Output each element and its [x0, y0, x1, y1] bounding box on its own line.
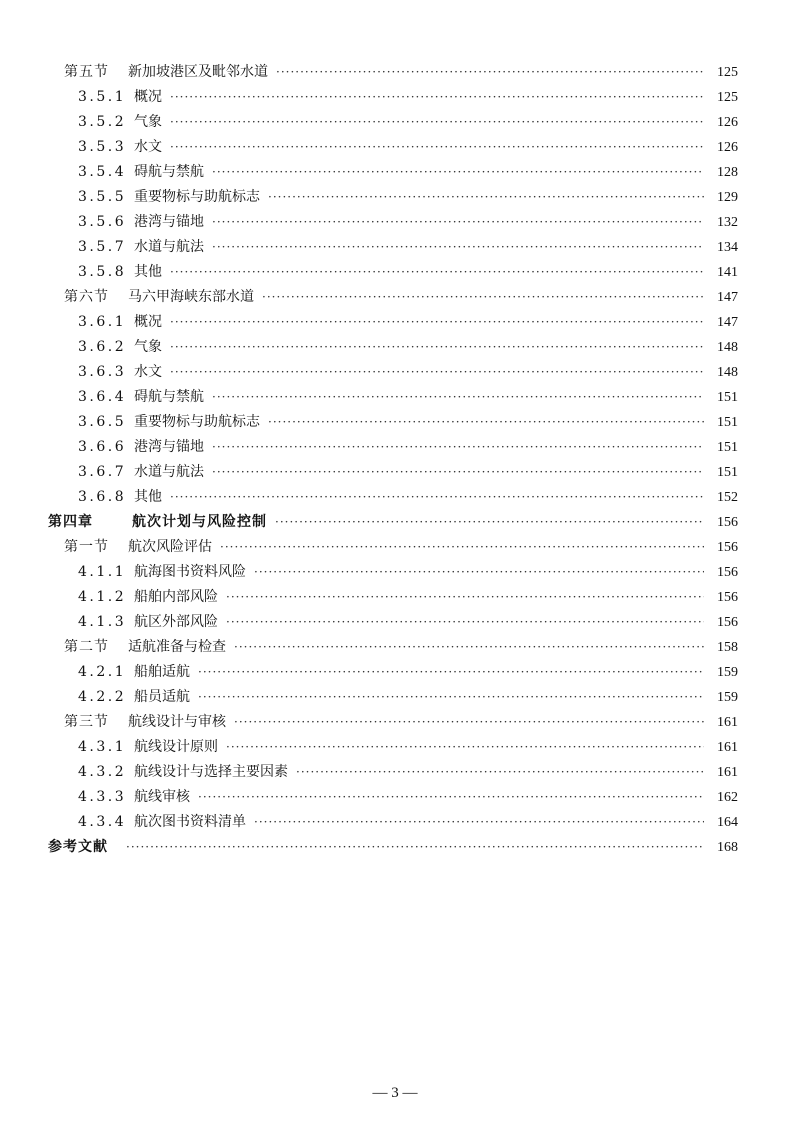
dot-leader	[170, 335, 704, 360]
toc-entry-page: 147	[717, 290, 738, 305]
dot-leader	[198, 685, 704, 710]
toc-entry-number: 4.3.3	[78, 789, 127, 805]
toc-entry-number: 3.6.6	[78, 439, 127, 455]
toc-subsection-entry[interactable]	[48, 110, 738, 135]
toc-entry-number: 第五节	[64, 64, 109, 80]
toc-entry-page: 152	[717, 490, 738, 505]
toc-subsection-entry[interactable]	[48, 410, 738, 435]
toc-entry-page: 125	[717, 65, 738, 80]
toc-entry-number: 第三节	[64, 714, 109, 730]
toc-entry-page: 156	[717, 540, 738, 555]
toc-subsection-entry[interactable]	[48, 310, 738, 335]
toc-entry-title: 航线设计与审核	[128, 714, 226, 730]
toc-entry-page: 158	[717, 640, 738, 655]
toc-entry-page: 134	[717, 240, 738, 255]
toc-entry-number: 4.1.2	[78, 589, 127, 605]
dot-leader	[226, 610, 704, 635]
toc-entry-page: 125	[717, 90, 738, 105]
dot-leader	[212, 160, 704, 185]
toc-entry-page: 161	[717, 765, 738, 780]
toc-entry-title: 其他	[134, 264, 162, 280]
toc-entry-title: 重要物标与助航标志	[134, 189, 260, 205]
toc-entry-number: 3.6.7	[78, 464, 127, 480]
toc-entry-page: 126	[717, 115, 738, 130]
dot-leader	[276, 60, 704, 85]
toc-section-entry[interactable]	[48, 60, 738, 85]
toc-section-entry[interactable]	[48, 285, 738, 310]
toc-entry-title: 船舶内部风险	[134, 589, 218, 605]
toc-entry-title: 船舶适航	[134, 664, 190, 680]
dot-leader	[170, 260, 704, 285]
toc-entry-number: 第二节	[64, 639, 109, 655]
table-of-contents	[48, 60, 738, 860]
toc-section-entry[interactable]	[48, 635, 738, 660]
toc-entry-number: 第四章	[48, 514, 93, 530]
toc-entry-page: 156	[717, 590, 738, 605]
toc-entry-page: 151	[717, 465, 738, 480]
toc-entry-number: 3.5.7	[78, 239, 127, 255]
toc-subsection-entry[interactable]	[48, 185, 738, 210]
toc-entry-title: 港湾与锚地	[134, 214, 204, 230]
toc-entry-title: 参考文献	[48, 839, 108, 855]
toc-entry-number: 3.6.5	[78, 414, 127, 430]
dot-leader	[170, 485, 704, 510]
toc-subsection-entry[interactable]	[48, 210, 738, 235]
toc-entry-number: 3.5.2	[78, 114, 127, 130]
toc-subsection-entry[interactable]	[48, 685, 738, 710]
toc-subsection-entry[interactable]	[48, 735, 738, 760]
toc-subsection-entry[interactable]	[48, 385, 738, 410]
dot-leader	[212, 235, 704, 260]
toc-references-entry[interactable]	[48, 835, 738, 860]
toc-entry-page: 141	[717, 265, 738, 280]
toc-entry-title: 气象	[134, 339, 162, 355]
toc-entry-title: 水道与航法	[134, 239, 204, 255]
toc-subsection-entry[interactable]	[48, 435, 738, 460]
toc-entry-page: 128	[717, 165, 738, 180]
toc-subsection-entry[interactable]	[48, 610, 738, 635]
toc-subsection-entry[interactable]	[48, 260, 738, 285]
toc-subsection-entry[interactable]	[48, 785, 738, 810]
toc-entry-page: 129	[717, 190, 738, 205]
toc-entry-title: 水文	[134, 364, 162, 380]
toc-entry-title: 航线设计与选择主要因素	[134, 764, 288, 780]
toc-entry-title: 航海图书资料风险	[134, 564, 246, 580]
toc-entry-page: 156	[717, 615, 738, 630]
toc-subsection-entry[interactable]	[48, 460, 738, 485]
toc-entry-title: 马六甲海峡东部水道	[128, 289, 254, 305]
toc-entry-number: 第一节	[64, 539, 109, 555]
toc-subsection-entry[interactable]	[48, 135, 738, 160]
toc-section-entry[interactable]	[48, 710, 738, 735]
toc-entry-number: 4.2.2	[78, 689, 127, 705]
dot-leader	[170, 310, 704, 335]
toc-entry-number: 3.6.3	[78, 364, 127, 380]
toc-entry-number: 3.5.1	[78, 89, 127, 105]
page-number: — 3 —	[372, 1085, 418, 1101]
toc-entry-number: 3.5.5	[78, 189, 127, 205]
toc-entry-title: 航区外部风险	[134, 614, 218, 630]
toc-entry-page: 161	[717, 740, 738, 755]
toc-entry-page: 151	[717, 440, 738, 455]
toc-entry-page: 126	[717, 140, 738, 155]
toc-entry-title: 航次风险评估	[128, 539, 212, 555]
dot-leader	[126, 835, 704, 860]
dot-leader	[212, 210, 704, 235]
toc-entry-number: 第六节	[64, 289, 109, 305]
toc-entry-title: 水道与航法	[134, 464, 204, 480]
toc-entry-page: 148	[717, 340, 738, 355]
dot-leader	[296, 760, 704, 785]
dot-leader	[170, 360, 704, 385]
toc-entry-title: 重要物标与助航标志	[134, 414, 260, 430]
toc-entry-number: 4.3.2	[78, 764, 127, 780]
toc-entry-page: 132	[717, 215, 738, 230]
dot-leader	[262, 285, 704, 310]
toc-entry-number: 4.1.3	[78, 614, 127, 630]
dot-leader	[198, 660, 704, 685]
toc-entry-title: 船员适航	[134, 689, 190, 705]
toc-entry-number: 3.6.1	[78, 314, 127, 330]
toc-subsection-entry[interactable]	[48, 810, 738, 835]
toc-entry-number: 3.5.6	[78, 214, 127, 230]
dot-leader	[226, 585, 704, 610]
toc-entry-number: 4.3.4	[78, 814, 127, 830]
toc-entry-number: 4.3.1	[78, 739, 127, 755]
toc-subsection-entry[interactable]	[48, 560, 738, 585]
toc-entry-number: 3.6.2	[78, 339, 127, 355]
toc-subsection-entry[interactable]	[48, 335, 738, 360]
toc-chapter-entry[interactable]	[48, 510, 738, 535]
toc-entry-page: 168	[717, 840, 738, 855]
toc-entry-page: 161	[717, 715, 738, 730]
toc-entry-page: 148	[717, 365, 738, 380]
dot-leader	[212, 460, 704, 485]
dot-leader	[234, 635, 704, 660]
toc-entry-page: 156	[717, 515, 738, 530]
toc-subsection-entry[interactable]	[48, 760, 738, 785]
toc-entry-title: 气象	[134, 114, 162, 130]
dot-leader	[170, 135, 704, 160]
toc-entry-number: 3.5.3	[78, 139, 127, 155]
toc-subsection-entry[interactable]	[48, 485, 738, 510]
toc-subsection-entry[interactable]	[48, 235, 738, 260]
toc-entry-number: 3.6.8	[78, 489, 127, 505]
toc-entry-title: 航线审核	[134, 789, 190, 805]
toc-entry-page: 159	[717, 665, 738, 680]
toc-entry-number: 3.5.4	[78, 164, 127, 180]
toc-subsection-entry[interactable]	[48, 85, 738, 110]
dot-leader	[226, 735, 704, 760]
toc-entry-page: 151	[717, 415, 738, 430]
dot-leader	[198, 785, 704, 810]
dot-leader	[275, 510, 704, 535]
toc-entry-title: 新加坡港区及毗邻水道	[128, 64, 268, 80]
toc-entry-title: 港湾与锚地	[134, 439, 204, 455]
dot-leader	[170, 110, 704, 135]
toc-entry-title: 航次图书资料清单	[134, 814, 246, 830]
dot-leader	[220, 535, 704, 560]
toc-entry-number: 4.2.1	[78, 664, 127, 680]
toc-entry-page: 156	[717, 565, 738, 580]
toc-entry-title: 概况	[134, 89, 162, 105]
dot-leader	[254, 560, 704, 585]
toc-entry-title: 碍航与禁航	[134, 389, 204, 405]
dot-leader	[234, 710, 704, 735]
toc-entry-title: 其他	[134, 489, 162, 505]
dot-leader	[268, 185, 704, 210]
toc-entry-page: 162	[717, 790, 738, 805]
dot-leader	[212, 435, 704, 460]
dot-leader	[212, 385, 704, 410]
toc-entry-page: 159	[717, 690, 738, 705]
toc-entry-title: 航线设计原则	[134, 739, 218, 755]
toc-subsection-entry[interactable]	[48, 585, 738, 610]
toc-entry-title: 航次计划与风险控制	[132, 514, 267, 530]
toc-entry-title: 水文	[134, 139, 162, 155]
toc-entry-page: 164	[717, 815, 738, 830]
toc-entry-page: 151	[717, 390, 738, 405]
toc-subsection-entry[interactable]	[48, 660, 738, 685]
dot-leader	[170, 85, 704, 110]
toc-entry-title: 适航准备与检查	[128, 639, 226, 655]
toc-entry-title: 概况	[134, 314, 162, 330]
toc-subsection-entry[interactable]	[48, 160, 738, 185]
toc-entry-page: 147	[717, 315, 738, 330]
toc-section-entry[interactable]	[48, 535, 738, 560]
dot-leader	[268, 410, 704, 435]
toc-entry-number: 3.5.8	[78, 264, 127, 280]
toc-entry-title: 碍航与禁航	[134, 164, 204, 180]
dot-leader	[254, 810, 704, 835]
toc-entry-number: 4.1.1	[78, 564, 127, 580]
toc-entry-number: 3.6.4	[78, 389, 127, 405]
toc-subsection-entry[interactable]	[48, 360, 738, 385]
